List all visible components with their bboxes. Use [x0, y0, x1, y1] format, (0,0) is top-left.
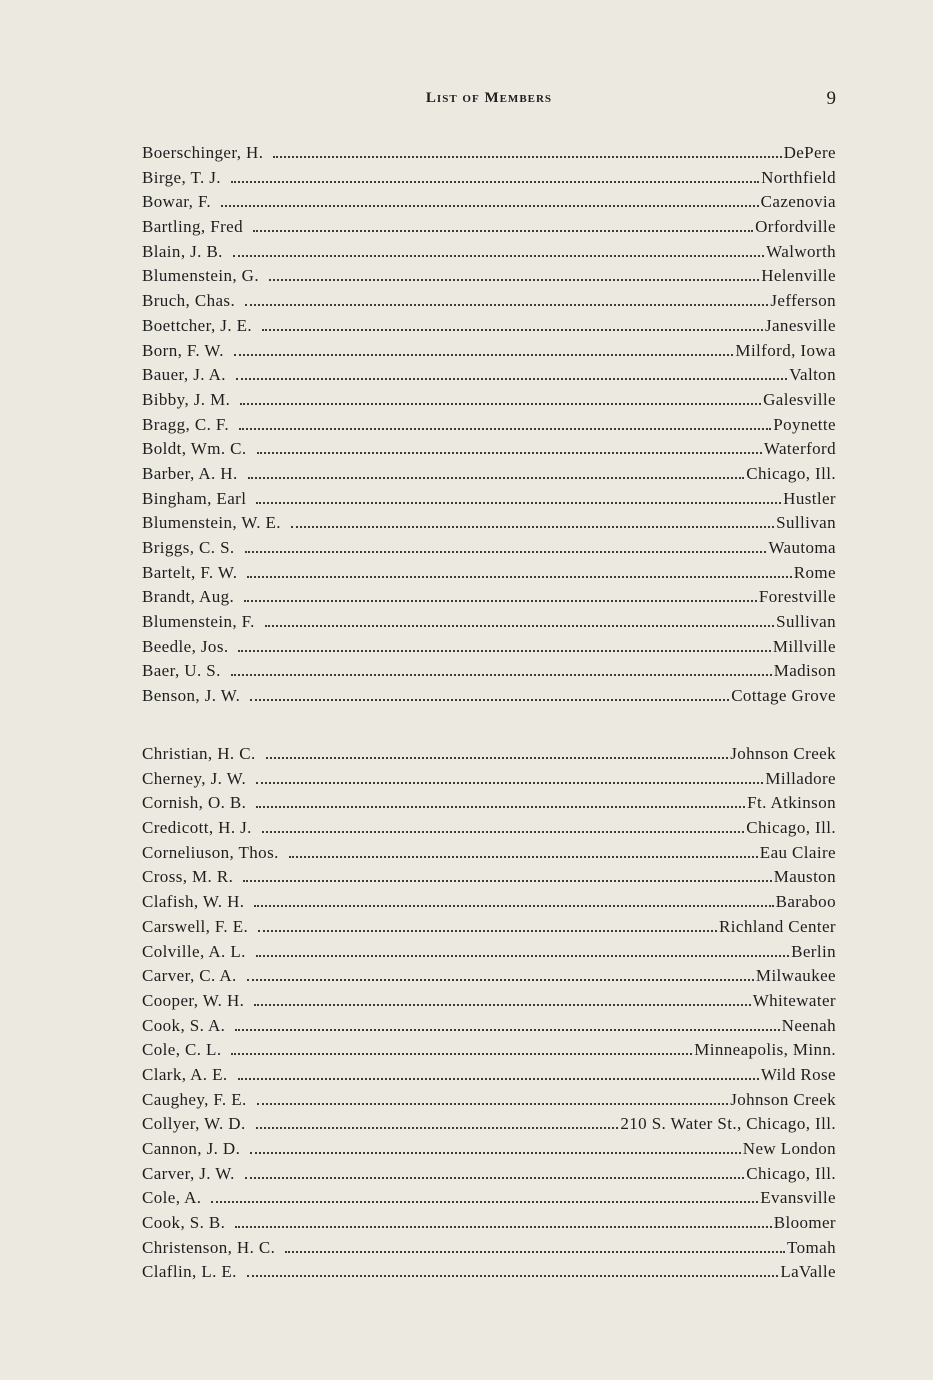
member-list-c	[142, 744, 836, 1287]
member-place: Hustler	[783, 488, 836, 508]
member-name: Claflin, L. E.	[142, 1262, 237, 1282]
member-place: New London	[742, 1139, 836, 1158]
member-name: Birge, T. J.	[142, 167, 221, 187]
member-entry	[142, 1213, 836, 1238]
dot-leader	[256, 955, 789, 957]
member-entry	[142, 242, 836, 267]
member-place: Johnson Creek	[730, 744, 836, 763]
member-place: Galesville	[763, 389, 836, 409]
dot-leader	[291, 526, 774, 528]
member-place: Sullivan	[776, 513, 836, 533]
dot-leader	[289, 856, 758, 858]
dot-leader	[234, 354, 734, 356]
dot-leader	[247, 979, 754, 981]
member-name: Cornish, O. B.	[142, 793, 247, 813]
member-place: DePere	[783, 143, 836, 162]
member-place: Cottage Grove	[731, 686, 836, 706]
member-place: Sullivan	[776, 612, 836, 632]
member-name: Barber, A. H.	[142, 463, 238, 483]
member-entry	[142, 365, 836, 390]
member-place: Tomah	[787, 1237, 836, 1257]
dot-leader	[256, 1127, 619, 1129]
dot-leader	[262, 831, 744, 833]
dot-leader	[236, 378, 787, 380]
dot-leader	[265, 625, 774, 627]
dot-leader	[266, 757, 729, 759]
member-name: Christenson, H. C.	[142, 1237, 276, 1257]
dot-leader	[238, 1078, 759, 1080]
member-name: Boettcher, J. E.	[142, 315, 253, 335]
member-place: Richland Center	[719, 916, 836, 936]
member-name: Brandt, Aug.	[142, 587, 235, 607]
member-entry	[142, 917, 836, 942]
dot-leader	[269, 279, 759, 281]
dot-leader	[211, 1201, 758, 1203]
member-place: Northfield	[761, 167, 836, 187]
member-entry	[142, 1238, 836, 1263]
dot-leader	[256, 782, 763, 784]
member-place: Neenah	[781, 1015, 836, 1035]
member-entry	[142, 1262, 836, 1287]
member-place: Jefferson	[770, 291, 836, 311]
dot-leader	[238, 650, 770, 652]
dot-leader	[285, 1251, 785, 1253]
member-name: Baer, U. S.	[142, 661, 221, 681]
member-name: Carver, J. W.	[142, 1163, 235, 1183]
member-entry	[142, 1139, 836, 1164]
member-place: Orfordville	[755, 217, 836, 237]
member-entry	[142, 1164, 836, 1189]
member-place: Madison	[773, 661, 836, 681]
member-entry	[142, 966, 836, 991]
member-entry	[142, 1016, 836, 1041]
member-place: Poynette	[773, 414, 836, 434]
member-name: Christian, H. C.	[142, 744, 256, 763]
member-name: Blumenstein, G.	[142, 266, 259, 286]
member-entry	[142, 818, 836, 843]
member-entry	[142, 1114, 836, 1139]
member-entry	[142, 686, 836, 711]
member-name: Cherney, J. W.	[142, 768, 247, 788]
member-name: Clark, A. E.	[142, 1064, 228, 1084]
dot-leader	[250, 699, 729, 701]
member-entry	[142, 793, 836, 818]
dot-leader	[231, 674, 772, 676]
member-place: Wautoma	[768, 538, 836, 557]
dot-leader	[254, 905, 773, 907]
dot-leader	[262, 329, 763, 331]
member-entry	[142, 843, 836, 868]
dot-leader	[257, 1103, 729, 1105]
member-place: Helenville	[761, 266, 836, 286]
dot-leader	[233, 255, 764, 257]
running-title: List of Members	[425, 90, 553, 106]
dot-leader	[256, 502, 781, 504]
member-name: Carver, C. A.	[142, 966, 237, 986]
member-entry	[142, 538, 836, 563]
member-place: Chicago, Ill.	[746, 818, 836, 838]
member-name: Bibby, J. M.	[142, 389, 231, 409]
member-place: Rome	[793, 562, 836, 582]
member-place: LaValle	[780, 1262, 836, 1282]
member-name: Credicott, H. J.	[142, 818, 252, 838]
member-name: Cook, S. B.	[142, 1213, 226, 1233]
member-name: Boerschinger, H.	[142, 143, 264, 162]
dot-leader	[245, 551, 767, 553]
member-entry	[142, 192, 836, 217]
page-number: 9	[826, 88, 836, 109]
dot-leader	[245, 1177, 744, 1179]
member-place: Waterford	[763, 439, 836, 459]
member-name: Cooper, W. H.	[142, 990, 245, 1010]
member-place: Baraboo	[775, 892, 836, 912]
member-name: Bingham, Earl	[142, 488, 247, 508]
member-place: Walworth	[766, 241, 836, 261]
member-entry	[142, 867, 836, 892]
member-place: Mauston	[773, 867, 836, 887]
member-place: Johnson Creek	[730, 1089, 836, 1109]
member-entry	[142, 217, 836, 242]
member-place: Milwaukee	[755, 966, 836, 986]
dot-leader	[244, 600, 757, 602]
member-name: Briggs, C. S.	[142, 538, 235, 557]
member-entry	[142, 661, 836, 686]
member-entry	[142, 316, 836, 341]
member-name: Blain, J. B.	[142, 241, 223, 261]
member-name: Beedle, Jos.	[142, 636, 229, 656]
dot-leader	[235, 1029, 779, 1031]
dot-leader	[250, 1152, 741, 1154]
member-entry	[142, 892, 836, 917]
member-entry	[142, 1090, 836, 1115]
member-name: Bowar, F.	[142, 192, 212, 212]
member-place: Valton	[789, 365, 836, 385]
member-place: Ft. Atkinson	[747, 793, 836, 813]
member-name: Cole, A.	[142, 1188, 202, 1208]
member-entry	[142, 390, 836, 415]
member-name: Born, F. W.	[142, 340, 224, 360]
dot-leader	[243, 880, 771, 882]
member-place: Evansville	[760, 1188, 836, 1208]
member-name: Collyer, W. D.	[142, 1114, 246, 1134]
member-place: Milford, Iowa	[735, 340, 836, 360]
member-place: Cazenovia	[760, 192, 836, 212]
member-entry	[142, 1040, 836, 1065]
member-place: 210 S. Water St., Chicago, Ill.	[620, 1114, 836, 1134]
member-place: Wild Rose	[760, 1064, 836, 1084]
member-entry	[142, 612, 836, 637]
dot-leader	[273, 156, 781, 158]
member-entry	[142, 744, 836, 769]
member-name: Cannon, J. D.	[142, 1139, 241, 1158]
dot-leader	[257, 452, 762, 454]
member-entry	[142, 637, 836, 662]
dot-leader	[258, 930, 717, 932]
member-name: Cross, M. R.	[142, 867, 234, 887]
member-place: Millville	[772, 636, 836, 656]
member-entry	[142, 991, 836, 1016]
member-entry	[142, 439, 836, 464]
member-place: Chicago, Ill.	[746, 1163, 836, 1183]
member-place: Milladore	[765, 768, 836, 788]
member-entry	[142, 769, 836, 794]
member-place: Janesville	[764, 315, 836, 335]
member-entry	[142, 489, 836, 514]
member-place: Berlin	[791, 941, 836, 961]
dot-leader	[231, 181, 759, 183]
member-entry	[142, 143, 836, 168]
member-entry	[142, 168, 836, 193]
member-entry	[142, 563, 836, 588]
member-name: Corneliuson, Thos.	[142, 842, 279, 862]
member-entry	[142, 587, 836, 612]
dot-leader	[256, 806, 745, 808]
member-name: Cook, S. A.	[142, 1015, 226, 1035]
member-name: Blumenstein, F.	[142, 612, 255, 632]
member-name: Clafish, W. H.	[142, 892, 245, 912]
dot-leader	[221, 205, 759, 207]
member-name: Bartling, Fred	[142, 217, 243, 237]
member-place: Eau Claire	[759, 842, 836, 862]
member-place: Forestville	[758, 587, 836, 607]
member-name: Bruch, Chas.	[142, 291, 236, 311]
member-place: Whitewater	[752, 990, 836, 1010]
dot-leader	[253, 230, 753, 232]
member-entry	[142, 464, 836, 489]
member-entry	[142, 513, 836, 538]
member-entry	[142, 942, 836, 967]
member-name: Bartelt, F. W.	[142, 562, 238, 582]
member-name: Blumenstein, W. E.	[142, 513, 281, 533]
member-entry	[142, 291, 836, 316]
member-entry	[142, 415, 836, 440]
dot-leader	[235, 1226, 771, 1228]
member-name: Cole, C. L.	[142, 1040, 222, 1060]
dot-leader	[239, 428, 771, 430]
member-entry	[142, 1188, 836, 1213]
member-entry	[142, 341, 836, 366]
dot-leader	[248, 477, 745, 479]
dot-leader	[254, 1004, 750, 1006]
member-name: Bragg, C. F.	[142, 414, 230, 434]
member-list-b	[142, 143, 836, 711]
dot-leader	[240, 403, 761, 405]
member-place: Chicago, Ill.	[746, 463, 836, 483]
dot-leader	[247, 1275, 778, 1277]
member-name: Boldt, Wm. C.	[142, 439, 247, 459]
member-name: Bauer, J. A.	[142, 365, 226, 385]
member-name: Caughey, F. E.	[142, 1089, 247, 1109]
dot-leader	[231, 1053, 692, 1055]
dot-leader	[247, 576, 791, 578]
member-name: Benson, J. W.	[142, 686, 241, 706]
member-entry	[142, 1065, 836, 1090]
member-entry	[142, 266, 836, 291]
member-place: Minneapolis, Minn.	[694, 1040, 836, 1060]
dot-leader	[245, 304, 768, 306]
page-header	[142, 88, 836, 116]
member-name: Colville, A. L.	[142, 941, 246, 961]
member-place: Bloomer	[773, 1213, 836, 1233]
member-name: Carswell, F. E.	[142, 916, 249, 936]
